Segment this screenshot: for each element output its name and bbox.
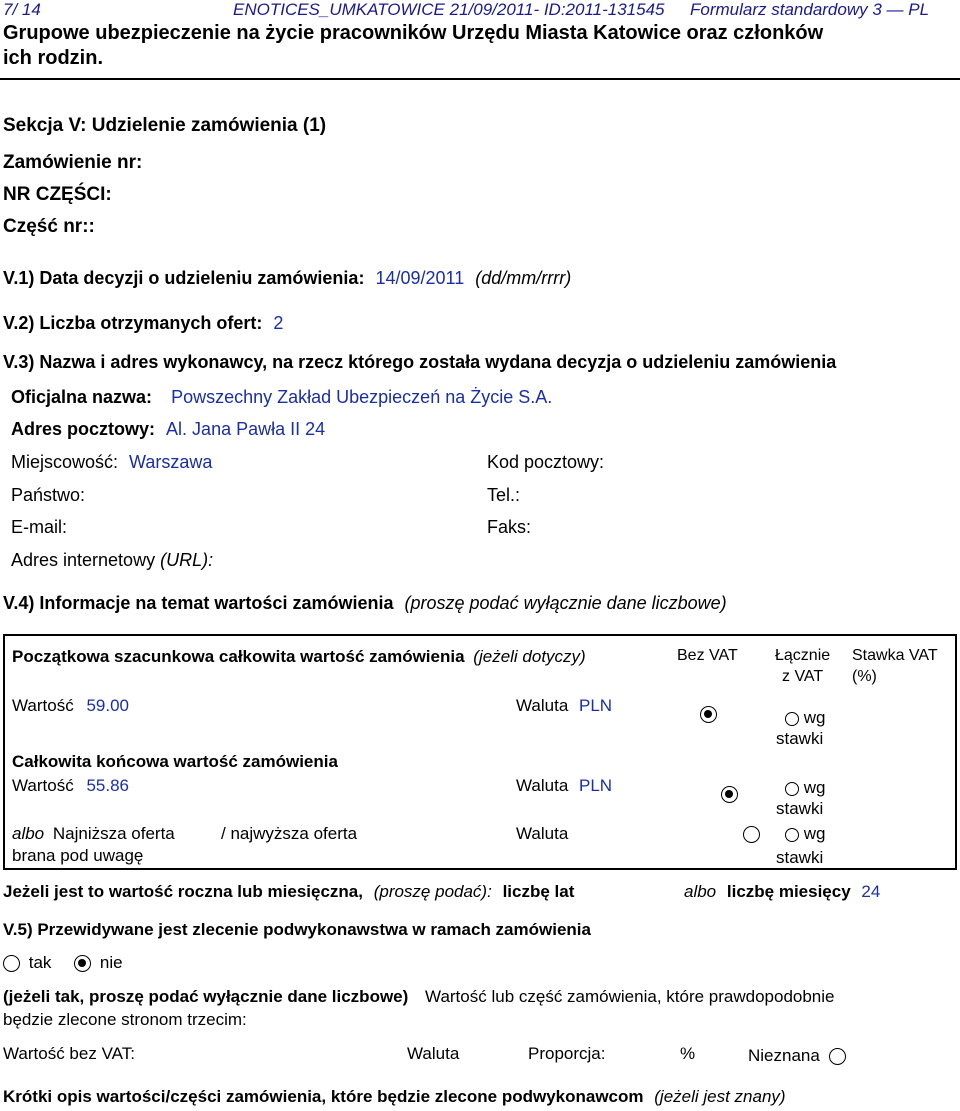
initial-value: 59.00 bbox=[86, 696, 129, 715]
part-number-label: NR CZĘŚCI: bbox=[3, 184, 112, 205]
url-suffix: (URL): bbox=[160, 550, 214, 570]
page-title-line2: ich rodzin. bbox=[3, 47, 103, 69]
months-row: albo liczbę miesięcy 24 bbox=[684, 882, 881, 901]
final-value-heading: Całkowita końcowa wartość zamówienia bbox=[12, 752, 338, 771]
title-divider bbox=[0, 78, 960, 80]
initial-currency-row: Waluta PLN bbox=[516, 696, 613, 715]
subcontract-note-line2: będzie zlecone stronom trzecim: bbox=[3, 1010, 247, 1029]
col-vat-rate-1: Stawka VAT bbox=[852, 647, 938, 664]
annual-row: Jeżeli jest to wartość roczna lub miesięczna, (proszę podać): liczbę lat bbox=[3, 882, 575, 901]
v1-label: V.1) Data decyzji o udzieleniu zamówienia: bbox=[3, 268, 365, 288]
final-with-vat-radio[interactable] bbox=[785, 782, 799, 796]
v4-hint: (proszę podać wyłącznie dane liczbowe) bbox=[404, 593, 727, 613]
subcontract-note: (jeżeli tak, proszę podać wyłącznie dane liczbowe) Wartość lub część zamówienia, które prawdopodobnie bbox=[3, 987, 835, 1006]
city-value: Warszawa bbox=[129, 452, 213, 472]
subcontract-no-radio[interactable] bbox=[74, 955, 91, 972]
postal-code-label: Kod pocztowy: bbox=[487, 452, 605, 472]
final-currency: PLN bbox=[579, 776, 613, 795]
initial-currency: PLN bbox=[579, 696, 613, 715]
v2-label: V.2) Liczba otrzymanych ofert: bbox=[3, 313, 263, 333]
initial-with-vat-radio[interactable] bbox=[785, 712, 799, 726]
offer-stawki-label: stawki bbox=[776, 848, 824, 867]
initial-stawki-label: stawki bbox=[776, 729, 824, 748]
final-currency-row: Waluta PLN bbox=[516, 776, 613, 795]
subcontract-no-label[interactable]: nie bbox=[99, 953, 123, 972]
proportion-label: Proporcja: bbox=[528, 1044, 606, 1063]
v4-label: V.4) Informacje na temat wartości zamówienia bbox=[3, 593, 394, 613]
subcontract-yes-label[interactable]: tak bbox=[28, 953, 52, 972]
final-stawki-label: stawki bbox=[776, 799, 824, 818]
unknown-label: Nieznana bbox=[748, 1046, 820, 1065]
order-number-label: Zamówienie nr: bbox=[3, 152, 143, 173]
city-label: Miejscowość: bbox=[11, 452, 119, 472]
unknown-radio[interactable] bbox=[829, 1048, 846, 1065]
unknown-option[interactable] bbox=[748, 1046, 846, 1066]
country-label: Państwo: bbox=[11, 485, 86, 505]
offer-currency-label: Waluta bbox=[516, 824, 569, 843]
months-value: 24 bbox=[861, 882, 881, 901]
subcontract-options bbox=[3, 953, 123, 973]
lowest-offer-line2: brana pod uwagę bbox=[12, 846, 144, 865]
final-value: 55.86 bbox=[86, 776, 129, 795]
notice-id: ENOTICES_UMKATOWICE 21/09/2011- ID:2011-131545 bbox=[233, 0, 665, 19]
v3-label: V.3) Nazwa i adres wykonawcy, na rzecz którego została wydana decyzja o udzieleniu zamówienia bbox=[3, 352, 837, 372]
initial-value-row: Wartość 59.00 bbox=[12, 696, 129, 715]
v1-row bbox=[3, 268, 571, 289]
v2-row bbox=[3, 313, 283, 334]
tel-label: Tel.: bbox=[487, 485, 521, 505]
form-name: Formularz standardowy 3 — PL bbox=[690, 0, 930, 19]
v5-label: V.5) Przewidywane jest zlecenie podwykonawstwa w ramach zamówienia bbox=[3, 920, 591, 939]
part-label: Część nr:: bbox=[3, 216, 95, 237]
page-title-line1: Grupowe ubezpieczenie na życie pracowników Urzędu Miasta Katowice oraz członków bbox=[3, 22, 824, 44]
city-row bbox=[11, 452, 212, 473]
final-with-vat-option[interactable]: wg bbox=[785, 778, 825, 798]
col-vat-rate-2: (%) bbox=[852, 668, 877, 685]
initial-with-vat-option[interactable]: wg bbox=[785, 708, 825, 728]
decision-date: 14/09/2011 bbox=[375, 268, 465, 288]
page-number: 7/ 14 bbox=[3, 0, 41, 19]
section-heading: Sekcja V: Udzielenie zamówienia (1) bbox=[3, 115, 327, 136]
col-with-vat-2: z VAT bbox=[782, 668, 824, 685]
official-name-label: Oficjalna nazwa: bbox=[11, 387, 153, 407]
subcontract-currency-label: Waluta bbox=[407, 1044, 460, 1063]
offer-with-vat-radio[interactable] bbox=[785, 828, 799, 842]
highest-offer-label: / najwyższa oferta bbox=[221, 824, 358, 843]
address-row bbox=[11, 419, 325, 440]
col-with-vat-1: Łącznie bbox=[775, 647, 831, 664]
description-row: Krótki opis wartości/części zamówienia, które będzie zlecone podwykonawcom (jeżeli jest znany) bbox=[3, 1087, 786, 1106]
percent-sign: % bbox=[680, 1044, 696, 1063]
v4-row bbox=[3, 593, 727, 614]
col-without-vat: Bez VAT bbox=[677, 647, 738, 664]
final-value-row: Wartość 55.86 bbox=[12, 776, 129, 795]
url-row bbox=[11, 550, 213, 571]
initial-value-heading: Początkowa szacunkowa całkowita wartość zamówienia (jeżeli dotyczy) bbox=[12, 647, 586, 666]
email-label: E-mail: bbox=[11, 517, 68, 537]
url-label: Adres internetowy bbox=[11, 550, 156, 570]
offers-count: 2 bbox=[273, 313, 284, 333]
address-label: Adres pocztowy: bbox=[11, 419, 156, 439]
fax-label: Faks: bbox=[487, 517, 532, 537]
lowest-offer-row: albo Najniższa oferta bbox=[12, 824, 175, 843]
offer-with-vat-option[interactable]: wg bbox=[785, 824, 825, 844]
address-value: Al. Jana Pawła II 24 bbox=[166, 419, 326, 439]
value-without-vat-label: Wartość bez VAT: bbox=[3, 1044, 135, 1063]
date-format-hint: (dd/mm/rrrr) bbox=[475, 268, 572, 288]
subcontract-yes-radio[interactable] bbox=[3, 955, 20, 972]
official-name-row bbox=[11, 387, 552, 408]
official-name: Powszechny Zakład Ubezpieczeń na Życie S.A. bbox=[171, 387, 553, 407]
